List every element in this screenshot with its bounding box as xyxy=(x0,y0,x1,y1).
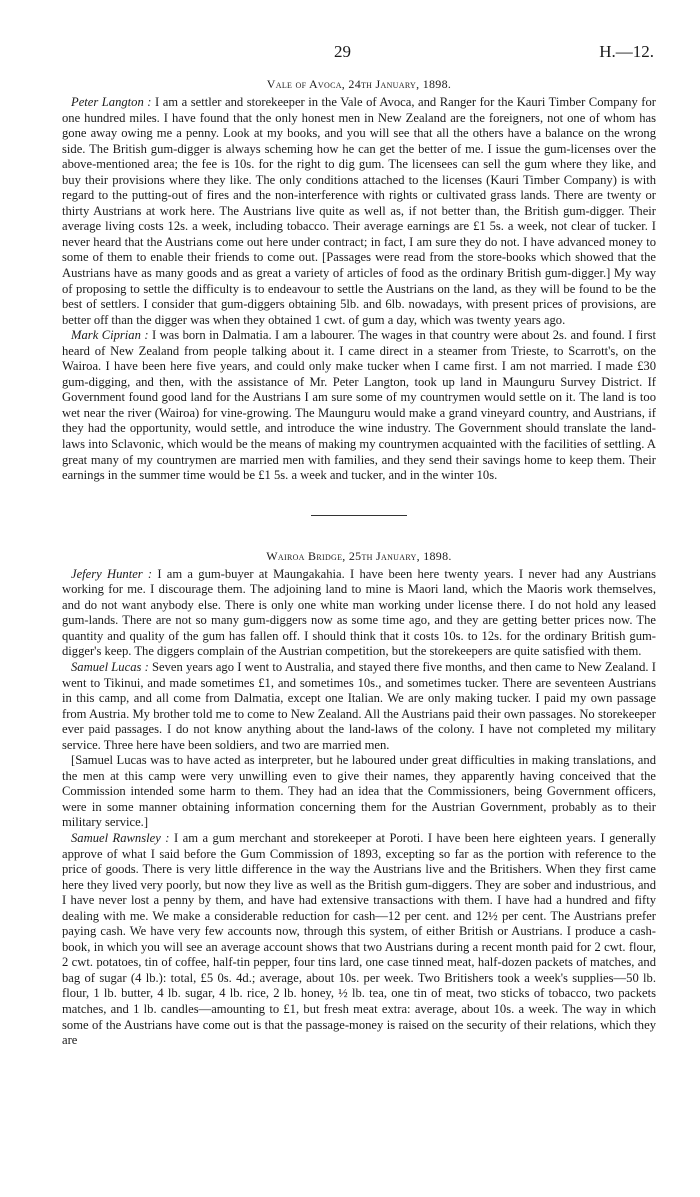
speaker-name: Mark Ciprian : xyxy=(71,328,149,343)
document-reference: H.—12. xyxy=(599,42,654,61)
speaker-name: Jefery Hunter : xyxy=(71,566,153,581)
note-text: [Samuel Lucas was to have acted as interpreter, but he laboured under great difficulties in making translations, and the men at this camp were very unwilling even to give their names, they apparently having conceived that the Commission intended some harm to them. They had an idea that the Commissioners, being Government officers, were in some manner obtaining information concerning them for the Austrian Government, probably as to their military service.] xyxy=(62,753,656,830)
testimony-paragraph xyxy=(62,95,656,328)
section-vale-of-avoca xyxy=(62,76,656,484)
testimony-text: Seven years ago I went to Australia, and stayed there five months, and then came to New Zealand. I went to Tikinui, and made sometimes £1, and sometimes 10s., and sometimes tucker. There are seventeen Austrians in this camp, and all come from Dalmatia, except one Italian. We are only making tucker. I paid my own passage from Austria. My brother told me to come to New Zealand. All the Austrians paid their own passages. No storekeeper ever paid passages. I do not know anything about the land-laws of the colony. I have not completed my military service. Three here have been soldiers, and two are married men. xyxy=(62,659,656,752)
section-wairoa-bridge xyxy=(62,548,656,1049)
testimony-text: I am a settler and storekeeper in the Vale of Avoca, and Ranger for the Kauri Timber Company for one hundred miles. I have found that the only honest men in New Zealand are the foreigners, not one of whom has gone away owing me a penny. Look at my books, and you will see that all the others have a balance on the wrong side. The British gum-digger is always scheming how he can get the better of me. I issue the gum-licenses over the above-mentioned area; the fee is 10s. for the right to dig gum. The licensees can sell the gum where they like, and buy their provisions where they like. The only conditions attached to the licenses (Kauri Timber Company) is with regard to the putting-out of fires and the non-interference with rights or cultivated grass lands. There are twenty or thirty Austrians at work here. The Austrians live quite as well as, if not better than, the British gum-digger. Their average living costs 12s. a week, including tobacco. Their average earnings are £1 5s. a week, not clear of tucker. I never heard that the Austrians come out here under contract; in fact, I am sure they do not. I have advanced money to some of them to enable their friends to come out. [Passages were read from the store-books which showed that the Austrians have as many goods and as great a variety of articles of food as the ordinary British gum-digger.] My way of proposing to settle the difficulty is to endeavour to settle the Austrians on the land, as they will be found to be the best of settlers. I consider that gum-diggers obtaining 5lb. and 6lb. nowadays, with present prices of provisions, are better off than the digger was when they obtained 1 cwt. of gum a day, which was twenty years ago. xyxy=(62,95,656,327)
speaker-name: Samuel Lucas : xyxy=(71,659,149,674)
page-number: 29 xyxy=(334,42,351,61)
testimony-paragraph xyxy=(62,328,656,483)
testimony-paragraph xyxy=(62,660,656,753)
testimony-paragraph xyxy=(62,567,656,660)
page-header xyxy=(0,42,700,66)
speaker-name: Samuel Rawnsley : xyxy=(71,830,170,845)
testimony-paragraph xyxy=(62,831,656,1049)
text-column xyxy=(62,76,656,1049)
testimony-text: I am a gum-buyer at Maungakahia. I have been here twenty years. I never had any Austrians working for me. I discourage them. The adjoining land to mine is Maori land, which the Maoris work themselves, and do not want anybody else. There is only one white man working under license there. I do not hold any leased gum-lands. There are not so many gum-diggers now as some time ago, and they are getting better prices now. The quantity and quality of the gum has fallen off. I should think that it costs 10s. to 12s. for the ordinary British gum-digger's keep. The diggers complain of the Austrian competition, but the storekeepers are quite satisfied with them. xyxy=(62,566,656,659)
testimony-text: I was born in Dalmatia. I am a labourer. The wages in that country were about 2s. and found. I first heard of New Zealand from people talking about it. I came direct in a steamer from Trieste, to Scarrott's, on the Wairoa. I have been here five years, and could only make tucker when I came first. I am not married. I made £30 gum-digging, and then, with the assistance of Mr. Peter Langton, took up land in Maunguru Survey District. If Government found good land for the Austrians I am sure some of my countrymen would settle on it. The land is too wet near the river (Wairoa) for vine-growing. The Maunguru would make a grand vineyard country, and Austrians, if they had the opportunity, would settle, and introduce the wine industry. The Government should translate the land-laws into Sclavonic, which would be the means of making my countrymen acquainted with the facilities of settling. A great many of my countrymen are married men with families, and they send their savings home to keep them. Their earnings in the summer time would be £1 5s. a week and tucker, and in the winter 10s. xyxy=(62,328,656,483)
section-heading: Vale of Avoca, 24th January, 1898. xyxy=(266,77,452,91)
editorial-note xyxy=(62,753,656,831)
speaker-name: Peter Langton : xyxy=(71,95,152,109)
section-heading: Wairoa Bridge, 25th January, 1898. xyxy=(266,548,452,563)
testimony-text: I am a gum merchant and storekeeper at Poroti. I have been here eighteen years. I generally approve of what I said before the Gum Commission of 1893, excepting so far as the portion with reference to the price of goods. There is very little difference in the way the Austrians live and the Britishers. When they first came here they lived very poorly, but now they live as well as the British gum-diggers. They are sober and industrious, and I have never lost a penny by them, and have had extensive transactions with them. I have had a hundred and fifty dealing with me. We make a considerable reduction for cash—12 per cent. and 12½ per cent. The Austrians prefer paying cash. We have very few accounts now, through this system, of either British or Austrians. I produce a cash-book, in which you will see an average account shows that two Austrians during a recent month paid for 2 cwt. flour, 2 cwt. potatoes, tin of coffee, half-tin pepper, four tins lard, one case tinned meat, half-dozen packets of matches, and bag of sugar (4 lb.): total, £5 0s. 4d.; average, about 10s. per week. Two Britishers took a week's supplies—50 lb. flour, 1 lb. butter, 4 lb. sugar, 4 lb. rice, 2 lb. honey, ½ lb. tea, one tin of meat, two sticks of tobacco, two packets matches, and 1 lb. candles—amounting to £1, but fresh meat extra: average, about 10s. a week. The way in which some of the Austrians have come out is that the passage-money is raised on the security of their relations, which they are xyxy=(62,830,656,1048)
section-divider xyxy=(311,515,407,516)
